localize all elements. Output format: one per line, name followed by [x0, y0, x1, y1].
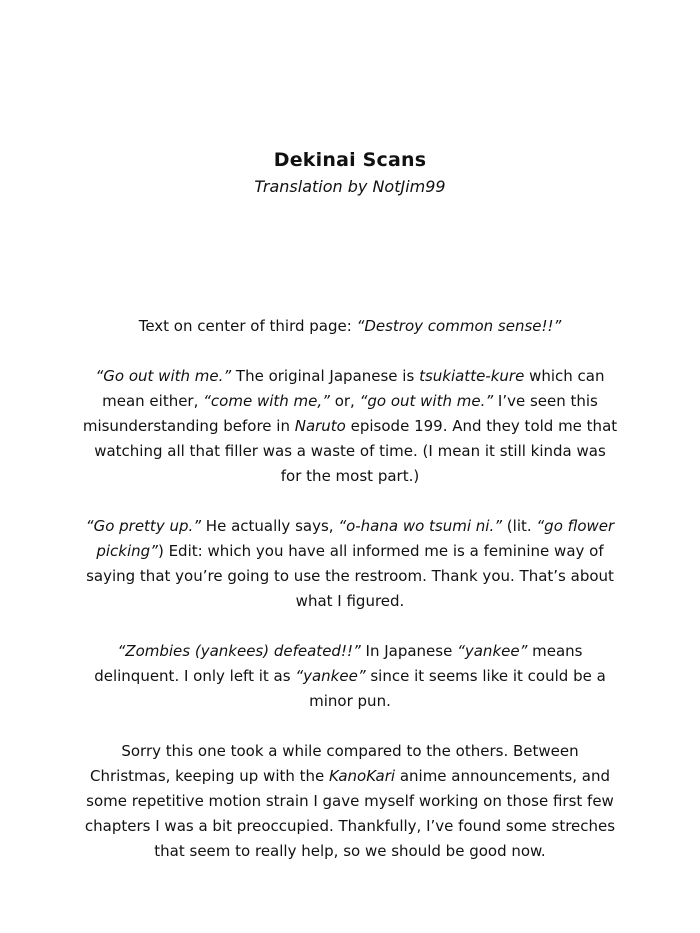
note-text-italic: “Zombies (yankees) defeated!!”	[117, 642, 361, 660]
note-text: means delinquent. I only left it as	[94, 642, 583, 685]
note-text: anime announcements, and some repetitive motion strain I gave myself working on those first few chapters I was a bit preoccupied. Thankfully, I’ve found some streches that seem to really help, so we should be good now.	[84, 767, 616, 860]
note-text-italic: “come with me,”	[203, 392, 330, 410]
note-text-italic: “go flower picking”	[96, 517, 615, 560]
note-paragraph	[82, 364, 618, 489]
note-text: I’ve seen this misunderstanding before in	[82, 392, 598, 435]
note-text-italic: “o-hana wo tsumi ni.”	[338, 517, 503, 535]
note-text: Text on center of third page:	[138, 317, 357, 335]
group-title: Dekinai Scans	[273, 149, 427, 171]
note-text: or,	[329, 392, 360, 410]
note-text-italic: “yankee”	[295, 667, 366, 685]
note-text: since it seems like it could be a minor pun.	[309, 667, 606, 710]
note-paragraph	[82, 314, 618, 339]
note-text-italic: tsukiatte-kure	[419, 367, 525, 385]
note-text: The original Japanese is	[231, 367, 420, 385]
note-text-italic: “Go out with me.”	[95, 367, 232, 385]
note-text: episode 199. And they told me that watching all that filler was a waste of time. (I mean it still kinda was for the most part.)	[94, 417, 618, 485]
note-paragraph	[82, 739, 618, 864]
credits-header	[0, 148, 700, 198]
note-text-italic: “Go pretty up.”	[85, 517, 202, 535]
note-text-italic: KanoKari	[329, 767, 396, 785]
translation-notes	[82, 314, 618, 864]
note-text: ) Edit: which you have all informed me is a feminine way of saying that you’re going to use the restroom. Thank you. That’s about what I figured.	[86, 542, 614, 610]
note-text: He actually says,	[201, 517, 339, 535]
note-paragraph	[82, 514, 618, 614]
note-text-italic: “yankee”	[457, 642, 528, 660]
note-text-italic: “go out with me.”	[359, 392, 494, 410]
note-text-italic: Naruto	[294, 417, 346, 435]
note-paragraph	[82, 639, 618, 714]
translator-credit: Translation by NotJim99	[254, 177, 446, 196]
note-text: In Japanese	[360, 642, 458, 660]
note-text-italic: “Destroy common sense!!”	[356, 317, 562, 335]
note-text: which can mean either,	[102, 367, 605, 410]
note-text: (lit.	[502, 517, 537, 535]
note-text: Sorry this one took a while compared to the others. Between Christmas, keeping up with the	[90, 742, 579, 785]
